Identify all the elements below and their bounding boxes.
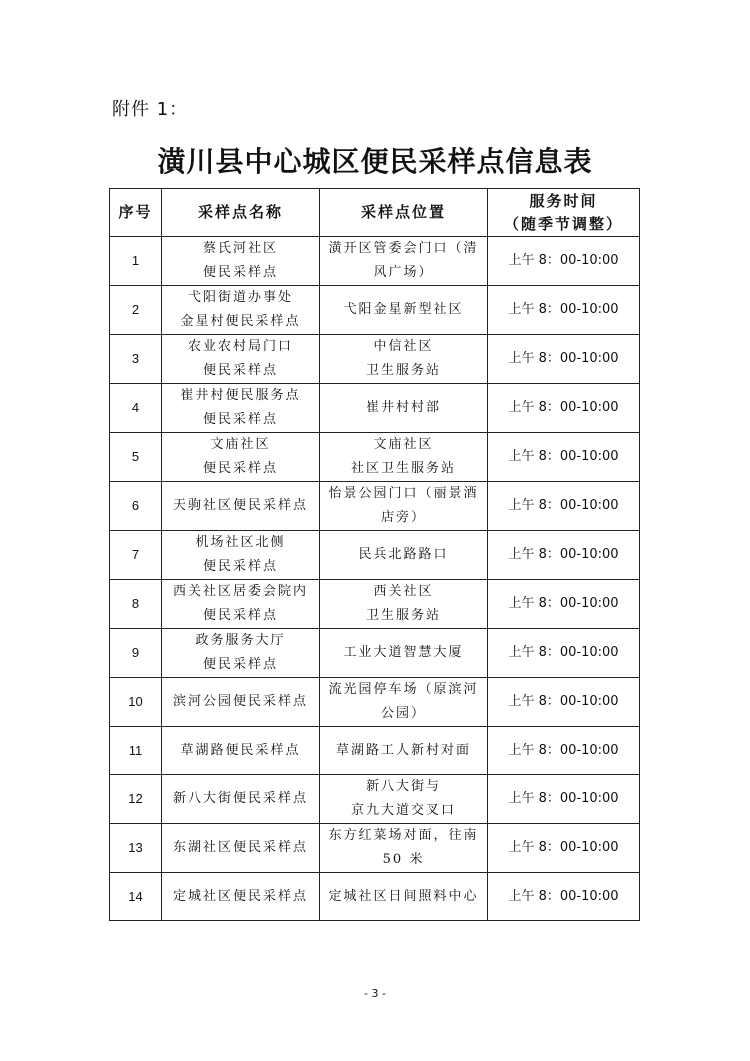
cell-name-line: 便民采样点 <box>202 412 278 427</box>
cell-name <box>162 482 320 531</box>
cell-name <box>162 237 320 286</box>
cell-service-time: 上午 8：00-10:00 <box>488 580 640 629</box>
cell-seq: 13 <box>110 824 162 873</box>
cell-seq: 12 <box>110 775 162 824</box>
cell-seq: 10 <box>110 678 162 727</box>
cell-location <box>320 286 488 335</box>
cell-location-line: 卫生服务站 <box>365 608 441 623</box>
cell-service-time: 上午 8：00-10:00 <box>488 775 640 824</box>
table-row <box>110 482 640 531</box>
cell-location-line: 新八大街与 <box>365 779 441 794</box>
cell-location <box>320 237 488 286</box>
cell-location-line: 草湖路工人新村对面 <box>335 742 471 758</box>
cell-name <box>162 433 320 482</box>
cell-name-line: 文庙社区 <box>210 437 271 452</box>
cell-location <box>320 482 488 531</box>
table-row <box>110 531 640 580</box>
cell-name <box>162 873 320 921</box>
table-header-row <box>110 189 640 237</box>
cell-service-time: 上午 8：00-10:00 <box>488 531 640 580</box>
header-seq: 序号 <box>110 189 162 237</box>
cell-location <box>320 580 488 629</box>
cell-seq: 9 <box>110 629 162 678</box>
cell-location <box>320 727 488 775</box>
cell-location-line: 弋阳金星新型社区 <box>343 302 464 317</box>
cell-location <box>320 384 488 433</box>
table-row <box>110 824 640 873</box>
table-body <box>110 237 640 921</box>
cell-location-line: 京九大道交叉口 <box>350 803 456 818</box>
cell-location-line: 崔井村村部 <box>365 400 441 415</box>
cell-location-line: 卫生服务站 <box>365 363 441 378</box>
cell-name <box>162 775 320 824</box>
cell-seq: 7 <box>110 531 162 580</box>
cell-location-line: 店旁） <box>380 510 426 525</box>
cell-location-line: 社区卫生服务站 <box>350 461 456 476</box>
table-row <box>110 237 640 286</box>
cell-location <box>320 824 488 873</box>
cell-name <box>162 824 320 873</box>
table-row <box>110 629 640 678</box>
cell-location-line: 中信社区 <box>373 339 434 354</box>
cell-location-line: 西关社区 <box>373 584 434 599</box>
cell-seq: 8 <box>110 580 162 629</box>
cell-name-line: 政务服务大厅 <box>195 633 286 648</box>
cell-service-time: 上午 8：00-10:00 <box>488 286 640 335</box>
cell-service-time: 上午 8：00-10:00 <box>488 237 640 286</box>
cell-name-line: 东湖社区便民采样点 <box>172 840 308 855</box>
cell-name-line: 崔井村便民服务点 <box>180 388 301 403</box>
cell-location-line: 50 米 <box>382 852 425 867</box>
cell-location-line: 东方红菜场对面，往南 <box>328 828 479 843</box>
sampling-points-table <box>109 188 640 921</box>
cell-service-time: 上午 8：00-10:00 <box>488 873 640 921</box>
page-number: - 3 - <box>364 987 386 1000</box>
cell-service-time: 上午 8：00-10:00 <box>488 678 640 727</box>
cell-name-line: 天驹社区便民采样点 <box>172 498 308 513</box>
cell-seq: 11 <box>110 727 162 775</box>
cell-location-line: 定城社区日间照料中心 <box>328 888 479 904</box>
cell-name-line: 便民采样点 <box>202 461 278 476</box>
cell-seq: 14 <box>110 873 162 921</box>
table-row <box>110 286 640 335</box>
header-location: 采样点位置 <box>320 189 488 237</box>
cell-location-line: 公园） <box>380 706 426 721</box>
table-row <box>110 433 640 482</box>
cell-name <box>162 335 320 384</box>
cell-location <box>320 531 488 580</box>
cell-name-line: 便民采样点 <box>202 363 278 378</box>
cell-name-line: 便民采样点 <box>202 559 278 574</box>
cell-location <box>320 433 488 482</box>
cell-name-line: 金星村便民采样点 <box>180 314 301 329</box>
cell-service-time: 上午 8：00-10:00 <box>488 384 640 433</box>
cell-location <box>320 335 488 384</box>
cell-seq: 2 <box>110 286 162 335</box>
header-time-line1: 服务时间 <box>529 191 598 210</box>
cell-name <box>162 580 320 629</box>
cell-name-line: 弋阳街道办事处 <box>187 290 293 305</box>
cell-service-time: 上午 8：00-10:00 <box>488 482 640 531</box>
cell-location <box>320 873 488 921</box>
cell-location-line: 工业大道智慧大厦 <box>343 645 464 660</box>
cell-name <box>162 629 320 678</box>
cell-location-line: 潢开区管委会门口（清 <box>328 241 479 256</box>
cell-seq: 5 <box>110 433 162 482</box>
table-row <box>110 335 640 384</box>
cell-seq: 3 <box>110 335 162 384</box>
cell-service-time: 上午 8：00-10:00 <box>488 433 640 482</box>
cell-location <box>320 775 488 824</box>
header-time-line2: （随季节调整） <box>503 214 623 233</box>
cell-name-line: 草湖路便民采样点 <box>180 742 301 758</box>
cell-location <box>320 629 488 678</box>
cell-name-line: 西关社区居委会院内 <box>172 584 308 599</box>
table-row <box>110 727 640 775</box>
table-row <box>110 678 640 727</box>
cell-location-line: 民兵北路路口 <box>358 547 449 562</box>
cell-name <box>162 678 320 727</box>
cell-service-time: 上午 8：00-10:00 <box>488 335 640 384</box>
cell-location-line: 流光园停车场（原滨河 <box>328 682 479 697</box>
cell-name-line: 机场社区北侧 <box>195 535 286 550</box>
cell-name <box>162 384 320 433</box>
table-row <box>110 775 640 824</box>
cell-name-line: 便民采样点 <box>202 657 278 672</box>
cell-name-line: 农业农村局门口 <box>187 339 293 354</box>
cell-location-line: 文庙社区 <box>373 437 434 452</box>
cell-name-line: 定城社区便民采样点 <box>172 888 308 904</box>
cell-name <box>162 286 320 335</box>
cell-location <box>320 678 488 727</box>
cell-location-line: 怡景公园门口（丽景酒 <box>328 486 479 501</box>
cell-seq: 1 <box>110 237 162 286</box>
header-name: 采样点名称 <box>162 189 320 237</box>
table-row <box>110 580 640 629</box>
annex-label: 附件 1： <box>112 99 189 120</box>
cell-name <box>162 531 320 580</box>
cell-name-line: 滨河公园便民采样点 <box>172 694 308 709</box>
table-row <box>110 384 640 433</box>
cell-service-time: 上午 8：00-10:00 <box>488 727 640 775</box>
cell-location-line: 风广场） <box>373 265 434 280</box>
cell-name-line: 新八大街便民采样点 <box>172 791 308 806</box>
table-row <box>110 873 640 921</box>
cell-service-time: 上午 8：00-10:00 <box>488 824 640 873</box>
document-title: 潢川县中心城区便民采样点信息表 <box>157 145 593 178</box>
cell-name-line: 便民采样点 <box>202 265 278 280</box>
cell-name-line: 便民采样点 <box>202 608 278 623</box>
cell-seq: 6 <box>110 482 162 531</box>
cell-service-time: 上午 8：00-10:00 <box>488 629 640 678</box>
cell-seq: 4 <box>110 384 162 433</box>
cell-name-line: 蔡氏河社区 <box>202 241 278 256</box>
header-service-time <box>488 189 640 237</box>
cell-name <box>162 727 320 775</box>
